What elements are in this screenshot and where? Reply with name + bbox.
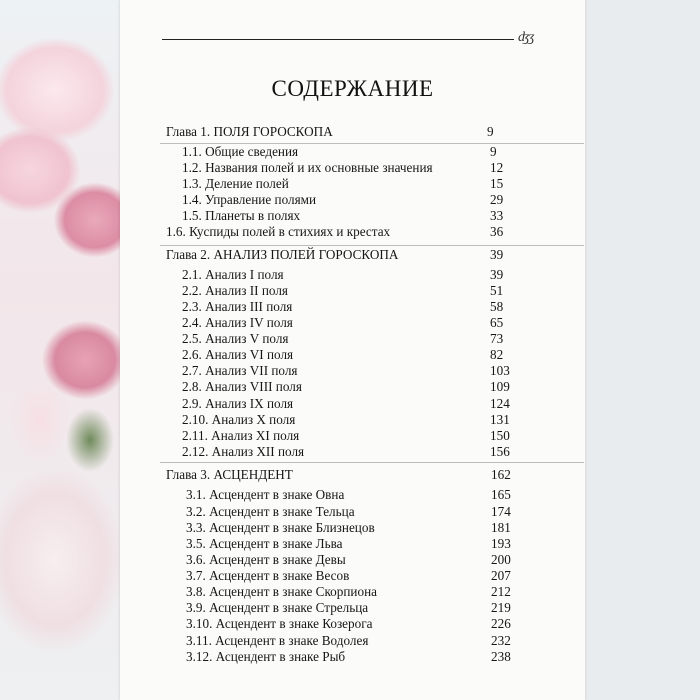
toc-label: 2.4. Анализ IV поля: [182, 315, 293, 330]
toc-page-number: 29: [490, 192, 504, 207]
toc-page-number: 232: [491, 633, 511, 648]
toc-page-number: 39: [490, 247, 504, 262]
toc-label: 2.7. Анализ VII поля: [182, 363, 298, 378]
toc-page-number: 109: [490, 379, 510, 394]
toc-page-number: 150: [490, 428, 510, 443]
toc-entry[interactable]: [120, 378, 585, 395]
toc-label: 3.10. Асцендент в знаке Козерога: [186, 616, 373, 631]
toc-label: 1.1. Общие сведения: [182, 144, 299, 159]
toc-label: 3.9. Асцендент в знаке Стрельца: [186, 600, 369, 615]
toc-entry[interactable]: [120, 223, 585, 240]
toc-label: Глава 2. АНАЛИЗ ПОЛЕЙ ГОРОСКОПА: [166, 247, 399, 262]
toc-entry[interactable]: [120, 314, 585, 331]
toc-entry[interactable]: [120, 648, 585, 665]
toc-page-number: 58: [490, 299, 504, 314]
toc-label: 3.2. Асцендент в знаке Тельца: [186, 504, 355, 519]
toc-page-number: 165: [491, 487, 511, 502]
toc-entry[interactable]: [120, 298, 585, 315]
toc-label: 1.3. Деление полей: [182, 176, 289, 191]
toc-label: 1.5. Планеты в полях: [182, 208, 301, 223]
toc-page-number: 39: [490, 267, 504, 282]
toc-entry[interactable]: [120, 427, 585, 444]
toc-label: 2.6. Анализ VI поля: [182, 347, 294, 362]
toc-label: 3.7. Асцендент в знаке Весов: [186, 568, 350, 583]
toc-page-number: 103: [490, 363, 510, 378]
toc-page-number: 65: [490, 315, 504, 330]
toc-chapter-2[interactable]: [120, 246, 585, 263]
toc-entry[interactable]: [120, 411, 585, 428]
toc-page-number: 131: [490, 412, 510, 427]
toc-label: 1.4. Управление полями: [182, 192, 317, 207]
toc-entry[interactable]: [120, 207, 585, 224]
toc-label: 3.1. Асцендент в знаке Овна: [186, 487, 345, 502]
toc-entry[interactable]: [120, 266, 585, 283]
toc-entry[interactable]: [120, 362, 585, 379]
toc-entry[interactable]: [120, 159, 585, 176]
toc-label: 2.8. Анализ VIII поля: [182, 379, 302, 394]
toc-entry[interactable]: [120, 143, 585, 160]
toc-label: 2.10. Анализ X поля: [182, 412, 296, 427]
toc-page-number: 219: [491, 600, 511, 615]
toc-page-number: 162: [491, 467, 511, 482]
toc-page-number: 9: [490, 144, 497, 159]
toc-label: Глава 3. АСЦЕНДЕНТ: [166, 467, 293, 482]
toc-page-number: 124: [490, 396, 510, 411]
peony-photo-background: [0, 0, 125, 700]
toc-page-number: 181: [491, 520, 511, 535]
toc-entry[interactable]: [120, 519, 585, 536]
toc-page-number: 200: [491, 552, 511, 567]
toc-label: 2.9. Анализ IX поля: [182, 396, 294, 411]
toc-label: 3.12. Асцендент в знаке Рыб: [186, 649, 346, 664]
toc-label: 3.8. Асцендент в знаке Скорпиона: [186, 584, 377, 599]
toc-entry[interactable]: [120, 191, 585, 208]
toc-page-number: 193: [491, 536, 511, 551]
toc-entry[interactable]: [120, 551, 585, 568]
right-margin-background: [585, 0, 700, 700]
toc-page-number: 212: [491, 584, 511, 599]
toc-page-number: 238: [491, 649, 511, 664]
toc-chapter-1[interactable]: [120, 123, 585, 140]
section-separator: [160, 462, 584, 463]
toc-page-number: 15: [490, 176, 504, 191]
toc-label: 3.6. Асцендент в знаке Девы: [186, 552, 346, 567]
toc-entry[interactable]: [120, 615, 585, 632]
toc-page-number: 156: [490, 444, 510, 459]
toc-page-number: 9: [487, 124, 494, 139]
toc-page-number: 36: [490, 224, 504, 239]
toc-entry[interactable]: [120, 443, 585, 460]
toc-page-number: 174: [491, 504, 511, 519]
toc-label: 2.2. Анализ II поля: [182, 283, 288, 298]
toc-label: 3.3. Асцендент в знаке Близнецов: [186, 520, 375, 535]
ornament-icon: ʤʒ: [518, 30, 534, 45]
toc-label: 2.11. Анализ XI поля: [182, 428, 300, 443]
toc-page-number: 226: [491, 616, 511, 631]
toc-entry[interactable]: [120, 503, 585, 520]
toc-entry[interactable]: [120, 346, 585, 363]
header-rule: [162, 39, 514, 40]
toc-entry[interactable]: [120, 567, 585, 584]
toc-label: 1.6. Куспиды полей в стихиях и крестах: [166, 224, 391, 239]
book-page: [120, 0, 585, 700]
toc-page-number: 207: [491, 568, 511, 583]
toc-entry[interactable]: [120, 632, 585, 649]
toc-label: 2.5. Анализ V поля: [182, 331, 289, 346]
toc-label: 1.2. Названия полей и их основные значения: [182, 160, 433, 175]
page-title: СОДЕРЖАНИЕ: [271, 76, 434, 101]
toc-label: 3.11. Асцендент в знаке Водолея: [186, 633, 369, 648]
toc-entry[interactable]: [120, 583, 585, 600]
toc-entry[interactable]: [120, 175, 585, 192]
toc-entry[interactable]: [120, 282, 585, 299]
toc-label: 3.5. Асцендент в знаке Льва: [186, 536, 343, 551]
toc-page-number: 33: [490, 208, 504, 223]
toc-label: 2.12. Анализ XII поля: [182, 444, 305, 459]
toc-entry[interactable]: [120, 395, 585, 412]
toc-entry[interactable]: [120, 535, 585, 552]
toc-page-number: 51: [490, 283, 504, 298]
toc-chapter-3[interactable]: [120, 466, 585, 483]
toc-page-number: 73: [490, 331, 504, 346]
toc-label: Глава 1. ПОЛЯ ГОРОСКОПА: [166, 124, 333, 139]
toc-label: 2.1. Анализ I поля: [182, 267, 284, 282]
toc-entry[interactable]: [120, 486, 585, 503]
toc-entry[interactable]: [120, 330, 585, 347]
toc-entry[interactable]: [120, 599, 585, 616]
toc-page-number: 12: [490, 160, 504, 175]
toc-page-number: 82: [490, 347, 504, 362]
toc-label: 2.3. Анализ III поля: [182, 299, 293, 314]
